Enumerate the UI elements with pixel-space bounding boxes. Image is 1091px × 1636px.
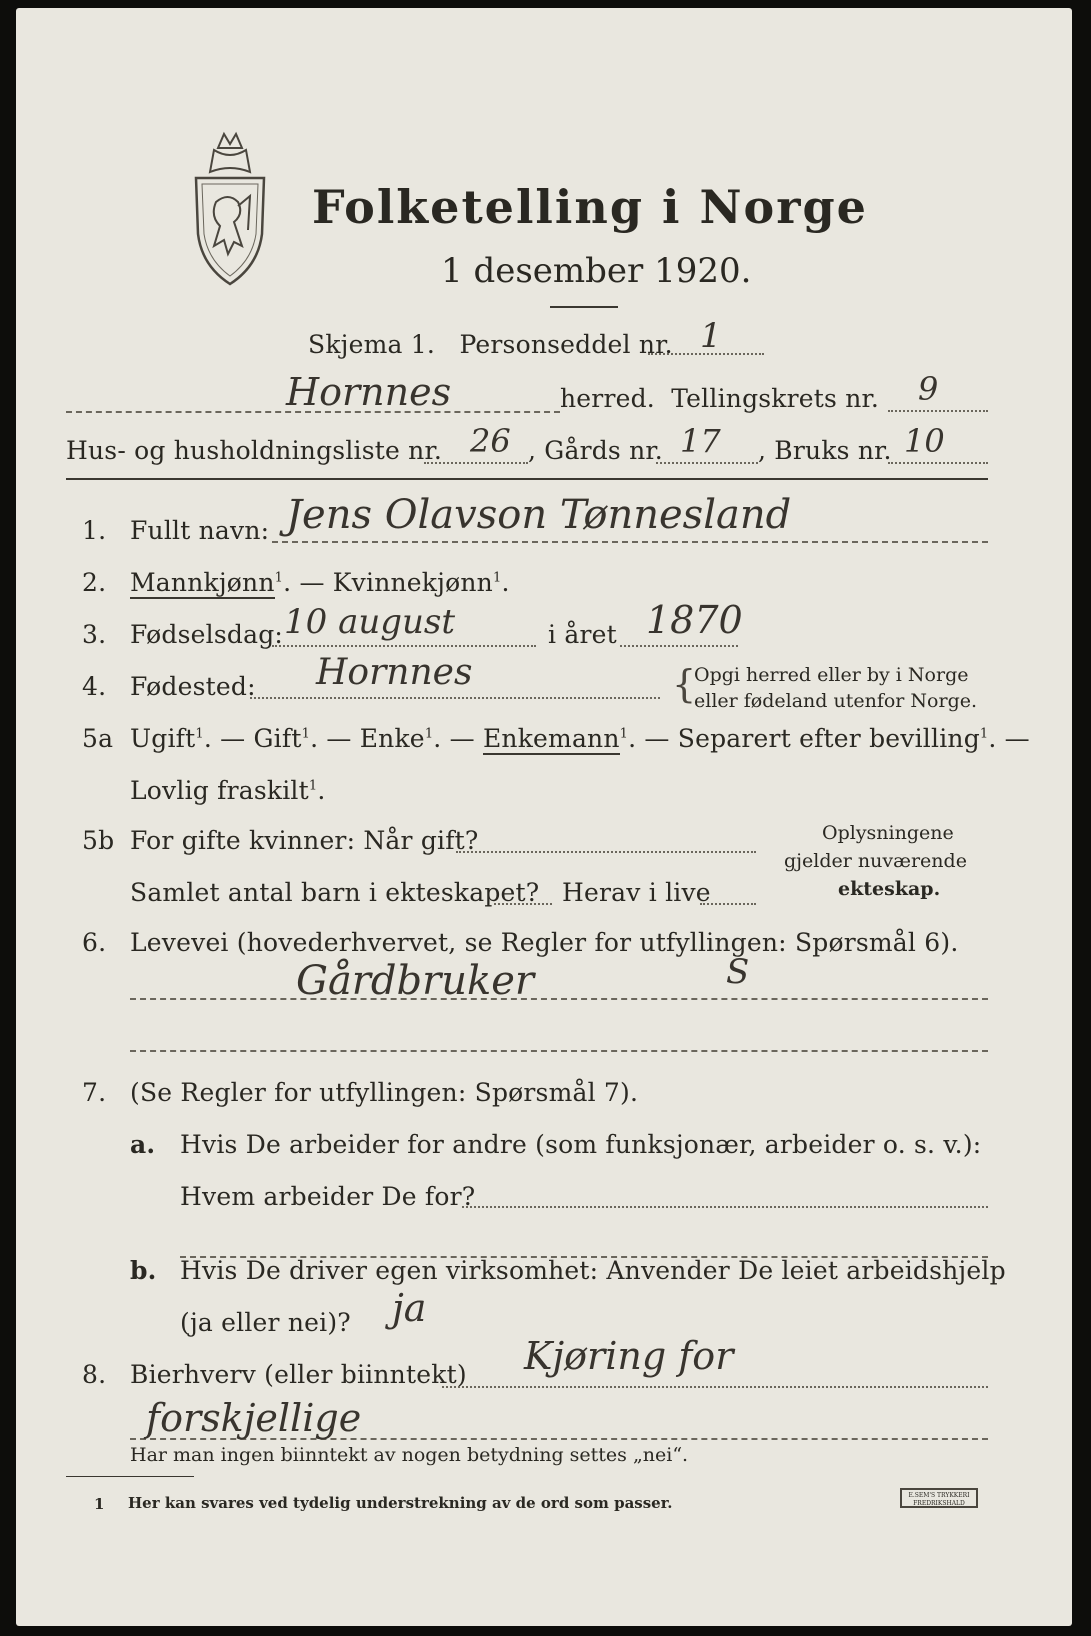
printer-stamp — [900, 1488, 978, 1508]
q8-label: Bierhverv (eller biinntekt) — [130, 1360, 467, 1389]
q4-brace: { — [672, 662, 697, 706]
gender-end: . — [501, 568, 510, 597]
bruks-field[interactable] — [888, 462, 988, 464]
q7-label: (Se Regler for utfyllingen: Spørsmål 7). — [130, 1078, 639, 1107]
herred-label: herred. — [560, 384, 655, 413]
hired-help-label: (ja eller nei)? — [180, 1308, 351, 1337]
gender-option-male[interactable]: Mannkjønn — [130, 568, 275, 597]
personseddel-label: Personseddel nr. — [459, 330, 673, 359]
employer-label: Hvem arbeider De for? — [180, 1182, 476, 1211]
gender-row — [130, 568, 510, 597]
status-end: . — — [988, 724, 1030, 753]
hired-help-value: ja — [392, 1286, 427, 1330]
side-income-value-line2: forskjellige — [146, 1396, 362, 1440]
tellingskrets-label: Tellingskrets nr. — [671, 384, 880, 413]
tellingskrets-value: 9 — [918, 370, 939, 408]
q5a-number: 5a — [82, 724, 114, 753]
husliste-label: Hus- og husholdningsliste nr. — [66, 436, 443, 465]
occupation-field[interactable] — [130, 998, 988, 1000]
status-gift[interactable]: . — Gift — [203, 724, 302, 753]
skjema-row — [308, 330, 673, 359]
footnote-marker: 1 — [308, 778, 318, 794]
q7b-number: b. — [130, 1256, 157, 1285]
status-fraskilt[interactable]: Lovlig fraskilt — [130, 776, 309, 805]
marital-status-row — [130, 724, 1030, 753]
birth-year-field[interactable] — [620, 645, 738, 647]
husliste-value: 26 — [470, 422, 511, 460]
herred-value: Hornnes — [286, 370, 452, 414]
q4-note-line1: Opgi herred eller by i Norge — [694, 664, 969, 686]
birthplace-field[interactable] — [250, 697, 660, 699]
q5b-number: 5b — [82, 826, 115, 855]
footnote-marker: 1 — [274, 570, 284, 586]
census-form — [16, 8, 1072, 1626]
form-title: Folketelling i Norge — [312, 180, 868, 234]
norwegian-coat-of-arms-icon — [188, 130, 272, 290]
q7a-number: a. — [130, 1130, 156, 1159]
side-income-field[interactable] — [442, 1386, 988, 1388]
footnote-marker: 1 — [424, 726, 434, 742]
gender-separator: . — — [283, 568, 333, 597]
children-count-label: Samlet antal barn i ekteskapet? — [130, 878, 540, 907]
tellingskrets-field[interactable] — [888, 410, 988, 412]
married-when-field[interactable] — [456, 851, 756, 853]
status-fraskilt-row — [130, 776, 325, 805]
occupation-value: Gårdbruker — [296, 958, 535, 1004]
q1-label: Fullt navn: — [130, 516, 270, 545]
q5b-note-line3: ekteskap. — [838, 878, 941, 900]
q4-number: 4. — [82, 672, 107, 701]
birthplace-value: Hornnes — [316, 652, 473, 693]
q3-year-label: i året — [548, 620, 617, 649]
q1-number: 1. — [82, 516, 107, 545]
married-when-label: For gifte kvinner: Når gift? — [130, 826, 479, 855]
q4-note-line2: eller fødeland utenfor Norge. — [694, 690, 978, 712]
footnote-marker: 1 — [195, 726, 204, 742]
bruks-value: 10 — [904, 422, 945, 460]
status-fraskilt-end: . — [317, 776, 326, 805]
birth-year-value: 1870 — [646, 598, 743, 642]
occupation-suffix: S — [726, 952, 750, 992]
q2-number: 2. — [82, 568, 107, 597]
q6-label: Levevei (hovederhvervet, se Regler for utfyllingen: Spørsmål 6). — [130, 928, 959, 957]
side-income-note: Har man ingen biinntekt av nogen betydning settes „nei“. — [130, 1444, 689, 1466]
footnote-divider — [66, 1476, 194, 1477]
birthday-field[interactable] — [272, 645, 536, 647]
birthday-value: 10 august — [284, 602, 456, 642]
q3-number: 3. — [82, 620, 107, 649]
q3-label: Fødselsdag: — [130, 620, 284, 649]
full-name-field[interactable] — [272, 541, 988, 543]
side-income-value-line1: Kjøring for — [524, 1334, 734, 1378]
status-enkemann[interactable]: Enkemann — [482, 724, 620, 753]
skjema-label: Skjema 1. — [308, 330, 436, 359]
footnote-mark: 1 — [94, 1495, 105, 1513]
bruks-label: , Bruks nr. — [758, 436, 892, 465]
full-name-value: Jens Olavson Tønnesland — [286, 492, 792, 538]
gender-option-female[interactable]: Kvinnekjønn — [332, 568, 493, 597]
q7-number: 7. — [82, 1078, 107, 1107]
occupation-field-extra[interactable] — [130, 1050, 988, 1052]
gards-label: , Gårds nr. — [528, 436, 663, 465]
q5b-note-line2: gjelder nuværende — [784, 850, 967, 872]
printer-city: FREDRIKSHALD — [913, 1500, 965, 1507]
footnote-text: Her kan svares ved tydelig understrekning av de ord som passer. — [128, 1494, 673, 1512]
census-date: 1 desember 1920. — [441, 251, 752, 291]
husliste-row — [66, 436, 442, 465]
status-ugift[interactable]: Ugift — [130, 724, 196, 753]
footnote-marker: 1 — [979, 726, 989, 742]
title-divider — [550, 306, 618, 308]
status-separert[interactable]: . — Separert efter bevilling — [628, 724, 980, 753]
q4-label: Fødested: — [130, 672, 256, 701]
husliste-field[interactable] — [424, 462, 528, 464]
header-separator — [66, 478, 988, 480]
status-sep: . — — [433, 724, 483, 753]
gards-value: 17 — [680, 422, 721, 460]
gards-field[interactable] — [656, 462, 758, 464]
children-alive-field[interactable] — [700, 903, 756, 905]
children-alive-label: Herav i live — [562, 878, 711, 907]
employer-field[interactable] — [462, 1206, 988, 1208]
q5b-note-line1: Oplysningene — [822, 822, 954, 844]
printer-name: E.SEM'S TRYKKERI — [908, 1492, 970, 1499]
tellingskrets-row — [560, 384, 879, 413]
footnote-marker: 1 — [619, 726, 629, 742]
footnote-marker: 1 — [301, 726, 311, 742]
q7b-text: Hvis De driver egen virksomhet: Anvender De leiet arbeidshjelp — [180, 1256, 1006, 1285]
status-enke[interactable]: . — Enke — [310, 724, 425, 753]
personseddel-value: 1 — [700, 316, 722, 356]
q8-number: 8. — [82, 1360, 107, 1389]
q6-number: 6. — [82, 928, 107, 957]
q7a-text: Hvis De arbeider for andre (som funksjonær, arbeider o. s. v.): — [180, 1130, 982, 1159]
children-count-field[interactable] — [494, 903, 552, 905]
footnote-marker: 1 — [492, 570, 502, 586]
